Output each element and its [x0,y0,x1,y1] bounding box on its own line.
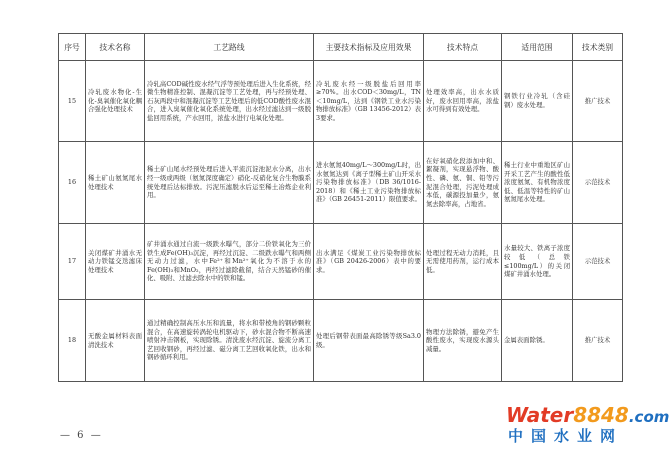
row-category: 推广技术 [573,300,623,382]
table-row [59,300,623,382]
row-effect: 进水氨氮40mg/L～300mg/L时，出水氨氮达到《离子型稀土矿山开采水污染物排放标准》（DB 36/1016-2018）和《稀土工业污染物排放标准》（GB 26451-2011）限值要求。 [314,142,424,224]
watermark-water: Water [506,403,574,427]
row-effect: 冷轧废水经一级脱盐后回用率≥70%。出水COD＜30mg/L，TN＜10mg/L，达到《钢铁工业水污染物排放标准》（GB 13456-2012）表3要求。 [314,61,424,142]
row-number: 15 [59,61,86,142]
row-features: 物理方法除锈，避免产生酸性废水，实现废水源头减量。 [424,300,502,382]
header-number: 序号 [59,34,86,61]
row-category: 推广技术 [573,61,623,142]
technology-table [58,33,623,382]
watermark-logo [506,403,669,448]
table-row [59,61,623,142]
row-features: 处理过程无动力消耗，且无需使用药剂，运行成本低。 [424,224,502,300]
row-process-route: 稀土矿山尾水经预处理后进入平流沉淀池泥水分离，出水经一级或两级（氨氮深度确定）硝化-反硝化复合生物膜系统处理后达标排放。污泥压滤脱水后运至稀土冶炼企业利用。 [145,142,314,224]
header-process-route: 工艺路线 [145,34,314,61]
row-features: 在好氧硝化段添加中和、絮凝剂，实现悬浮物、酸性、磷、氨、铜、铅等污泥混合处理，污泥处理成本低，碳源投加量少，氨氮去除率高，占地省。 [424,142,502,224]
row-number: 17 [59,224,86,300]
watermark-brand [506,404,669,428]
row-effect: 处理后钢带表面最高除锈等级Sa3.0级。 [314,300,424,382]
table-header-row [59,34,623,61]
row-tech-name: 无酸金属材料表面清洗技术 [86,300,145,382]
row-process-route: 通过精确控制高压水压和流量，将水和带棱角的钢砂颗粒混合，在高速旋转涡轮电机驱动下，砂水混合物不断高速喷射冲击钢板，实现除锈。清洗废水经沉淀、旋流分离工艺回收钢砂，再经过滤、磁分离工艺回收氧化铁，出水和钢砂循环利用。 [145,300,314,382]
row-scope: 水量较大、铁离子浓度较低（总铁≤100mg/L）的关闭煤矿井涌水处理。 [502,224,573,300]
row-scope: 金属表面除锈。 [502,300,573,382]
table-row [59,224,623,300]
row-scope: 钢铁行业冷轧（含硅钢）废水处理。 [502,61,573,142]
table-row [59,142,623,224]
watermark-digits: 8848 [573,403,629,427]
row-category: 示范技术 [573,142,623,224]
header-indicators-effect: 主要技术指标及应用效果 [314,34,424,61]
row-number: 16 [59,142,86,224]
row-tech-name: 冷轧废水物化-生化-臭氧催化氧化耦合强化处理技术 [86,61,145,142]
row-tech-name: 关闭煤矿井涌水无动力铁锰交迭滤床处理技术 [86,224,145,300]
row-number: 18 [59,300,86,382]
watermark-cn-name: 中国水业网 [508,427,624,445]
row-tech-name: 稀土矿山氨氮尾水处理技术 [86,142,145,224]
row-effect: 出水满足《煤炭工业污染物排放标准》（GB 20426-2006）表中的要求。 [314,224,424,300]
row-scope: 稀土行业中重地区矿山开采工艺产生的酸性低浓度氨氮、有机物浓度低、低温等特性的矿山氨氮尾水处理。 [502,142,573,224]
header-tech-features: 技术特点 [424,34,502,61]
row-features: 处理效率高，出水水质好，废水回用率高，浓盐水可得到有效处理。 [424,61,502,142]
row-process-route: 冷轧高COD碱性废水经气浮等预处理后进入生化系统，经微生物精准控制、混凝沉淀等工艺处理，再与经预处理、石灰两段中和混凝沉淀等工艺处理后的低COD酸性废水混合，进入臭氧催化氧化系统处理，出水经过滤达到一级脱盐回用系统，产水回用，浓盐水进行电氧化处理。 [145,61,314,142]
header-category: 技术类别 [573,34,623,61]
header-tech-name: 技术名称 [86,34,145,61]
row-category: 示范技术 [573,224,623,300]
page-number: — 6 — [60,430,103,441]
header-scope: 适用范围 [502,34,573,61]
watermark-domain: .com [628,408,669,426]
row-process-route: 矿井涌水通过自流一级跌水曝气，部分二价铁氧化为三价铁生成Fe(OH)₃沉淀，再经过沉淀、二级跌水曝气和两侧无动力过滤，水中Fe²⁺和Mn²⁺氧化为不溶于水的Fe(OH)₃和MnO₂，再经过滤除截留，结合天然锰砂的催化、吸附、过滤去除水中的铁和锰。 [145,224,314,300]
